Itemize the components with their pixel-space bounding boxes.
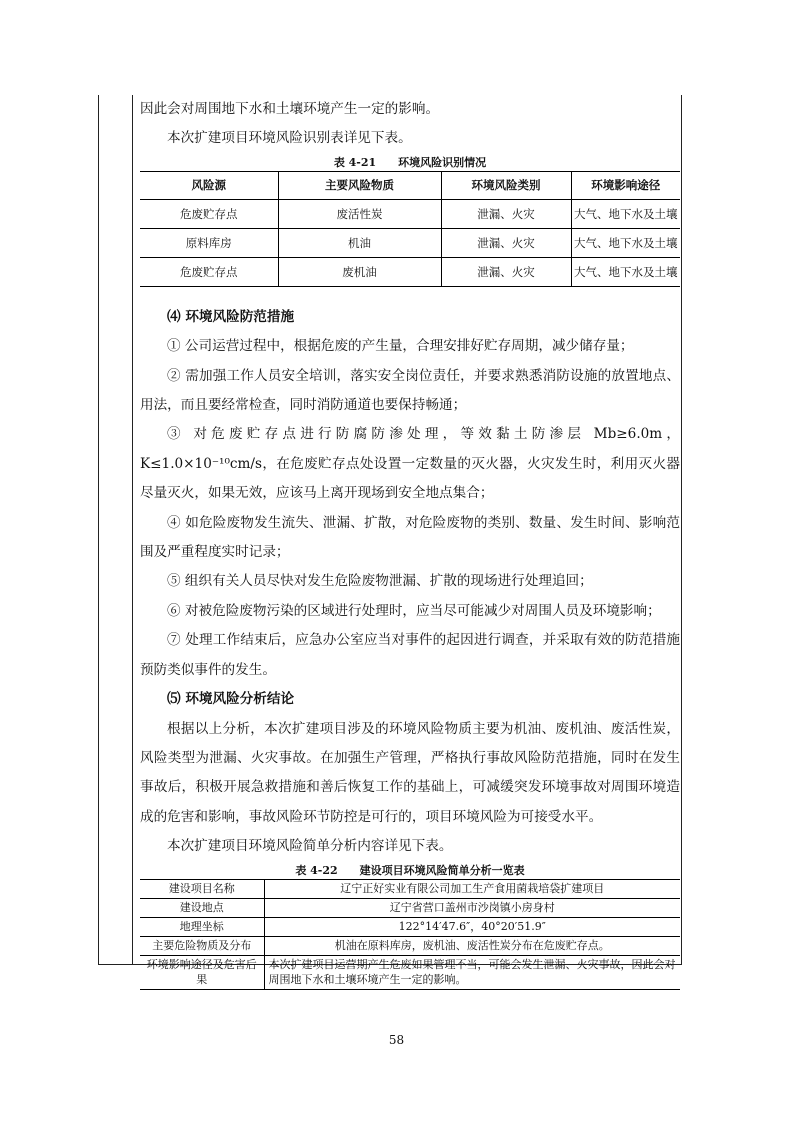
row-value: 122°14′47.6″，40°20′51.9″ [264,917,680,936]
page-number: 58 [388,1033,405,1047]
intro-ref: 本次扩建项目环境风险识别表详见下表。 [167,130,412,147]
measure-item: ② 需加强工作人员安全培训，落实安全岗位责任，并要求熟悉消防设施的放置地点、用法，而且要经常检查，同时消防通道也要保持畅通； [140,367,680,414]
conclusion-paragraph: 根据以上分析，本次扩建项目涉及的环境风险物质主要为机油、废机油、废活性炭，风险类型为泄漏、火灾事故。在加强生产管理，严格执行事故风险防范措施，同时在发生事故后，积极开展急救措施和善后恢复工作的基础上，可减缓突发环境事故对周围环境造成的危害和影响，事故风险环节防控是可行的，项目环境风险为可接受水平。 [140,720,680,825]
table-cell: 危废贮存点 [140,199,278,228]
table-row [140,199,680,228]
main-content [140,95,680,990]
table-row [140,955,680,989]
section-4-heading: ⑷ 环境风险防范措施 [167,308,295,325]
section-5-heading: ⑸ 环境风险分析结论 [167,691,295,708]
measure-item: ⑦ 处理工作结束后，应急办公室应当对事件的起因进行调查，并采取有效的防范措施预防类似事件的发生。 [140,632,680,678]
row-label: 地理坐标 [140,917,264,936]
row-label: 建设项目名称 [140,879,264,898]
risk-identification-table [140,171,680,287]
table-cell: 机油 [278,228,441,257]
table-cell: 危废贮存点 [180,264,238,279]
row-label: 主要危险物质及分布 [140,936,264,955]
header-cell: 环境风险类别 [441,171,571,199]
header-cell: 风险源 [140,171,278,199]
measure-item: ⑥ 对被危险废物污染的区域进行处理时，应当尽可能减少对周围人员及环境影响； [167,602,661,619]
table-4-21-title [140,154,680,171]
table-row [140,879,680,898]
table-number: 表 4-22 [295,863,338,877]
risk-summary-table [140,879,680,990]
table-row [140,898,680,917]
table-cell: 废活性炭 [278,199,441,228]
table-cell: 泄漏、火灾 [441,199,571,228]
table-row [140,257,680,286]
table-cell: 大气、地下水及土壤 [571,257,680,286]
intro-line: 因此会对周围地下水和土壤环境产生一定的影响。 [140,101,440,117]
table-header-row [140,171,680,199]
table-4-22-title [140,862,680,879]
row-value: 本次扩建项目运营期产生危废如果管理不当，可能会发生泄漏、火灾事故，因此会对周围地下水和土壤环境产生一定的影响。 [264,955,680,989]
table-row [140,228,680,257]
row-value: 机油在原料库房，废机油、废活性炭分布在危废贮存点。 [264,936,680,955]
column-divider [132,95,133,965]
table-title: 环境风险识别情况 [398,155,487,169]
table-cell: 大气、地下水及土壤 [571,199,680,228]
row-value: 辽宁省营口盖州市沙岗镇小房身村 [264,898,680,917]
table-row [140,917,680,936]
table-row [140,936,680,955]
measure-item: ⑤ 组织有关人员尽快对发生危险废物泄漏、扩散的现场进行处理追回； [167,573,593,590]
table-cell: 废机油 [278,257,441,286]
table-number: 表 4-21 [333,155,377,169]
table-cell: 泄漏、火灾 [441,257,571,286]
table-cell: 原料库房 [140,228,278,257]
header-cell: 环境影响途径 [571,171,680,199]
table-ref: 本次扩建项目环境风险简单分析内容详见下表。 [167,838,453,855]
table-title: 建设项目环境风险简单分析一览表 [359,863,525,877]
measure-item: ④ 如危险废物发生流失、泄漏、扩散，对危险废物的类别、数量、发生时间、影响范围及严重程度实时记录； [140,514,680,561]
table-cell: 大气、地下水及土壤 [571,228,680,257]
row-value: 辽宁正好实业有限公司加工生产食用菌栽培袋扩建项目 [264,879,680,898]
row-label: 环境影响途径及危害后果 [146,958,257,987]
table-cell: 泄漏、火灾 [441,228,571,257]
measure-item: ③ 对危废贮存点进行防腐防渗处理，等效黏土防渗层 Mb≥6.0m，K≤1.0×10⁻¹⁰cm/s，在危废贮存点处设置一定数量的灭火器，火灾发生时，利用灭火器尽量灭火，如果无效，应该马上离开现场到安全地点集合； [140,426,680,502]
header-cell: 主要风险物质 [278,171,441,199]
row-label: 建设地点 [140,898,264,917]
measure-item: ① 公司运营过程中，根据危废的产生量，合理安排好贮存周期，减少储存量； [167,338,634,355]
